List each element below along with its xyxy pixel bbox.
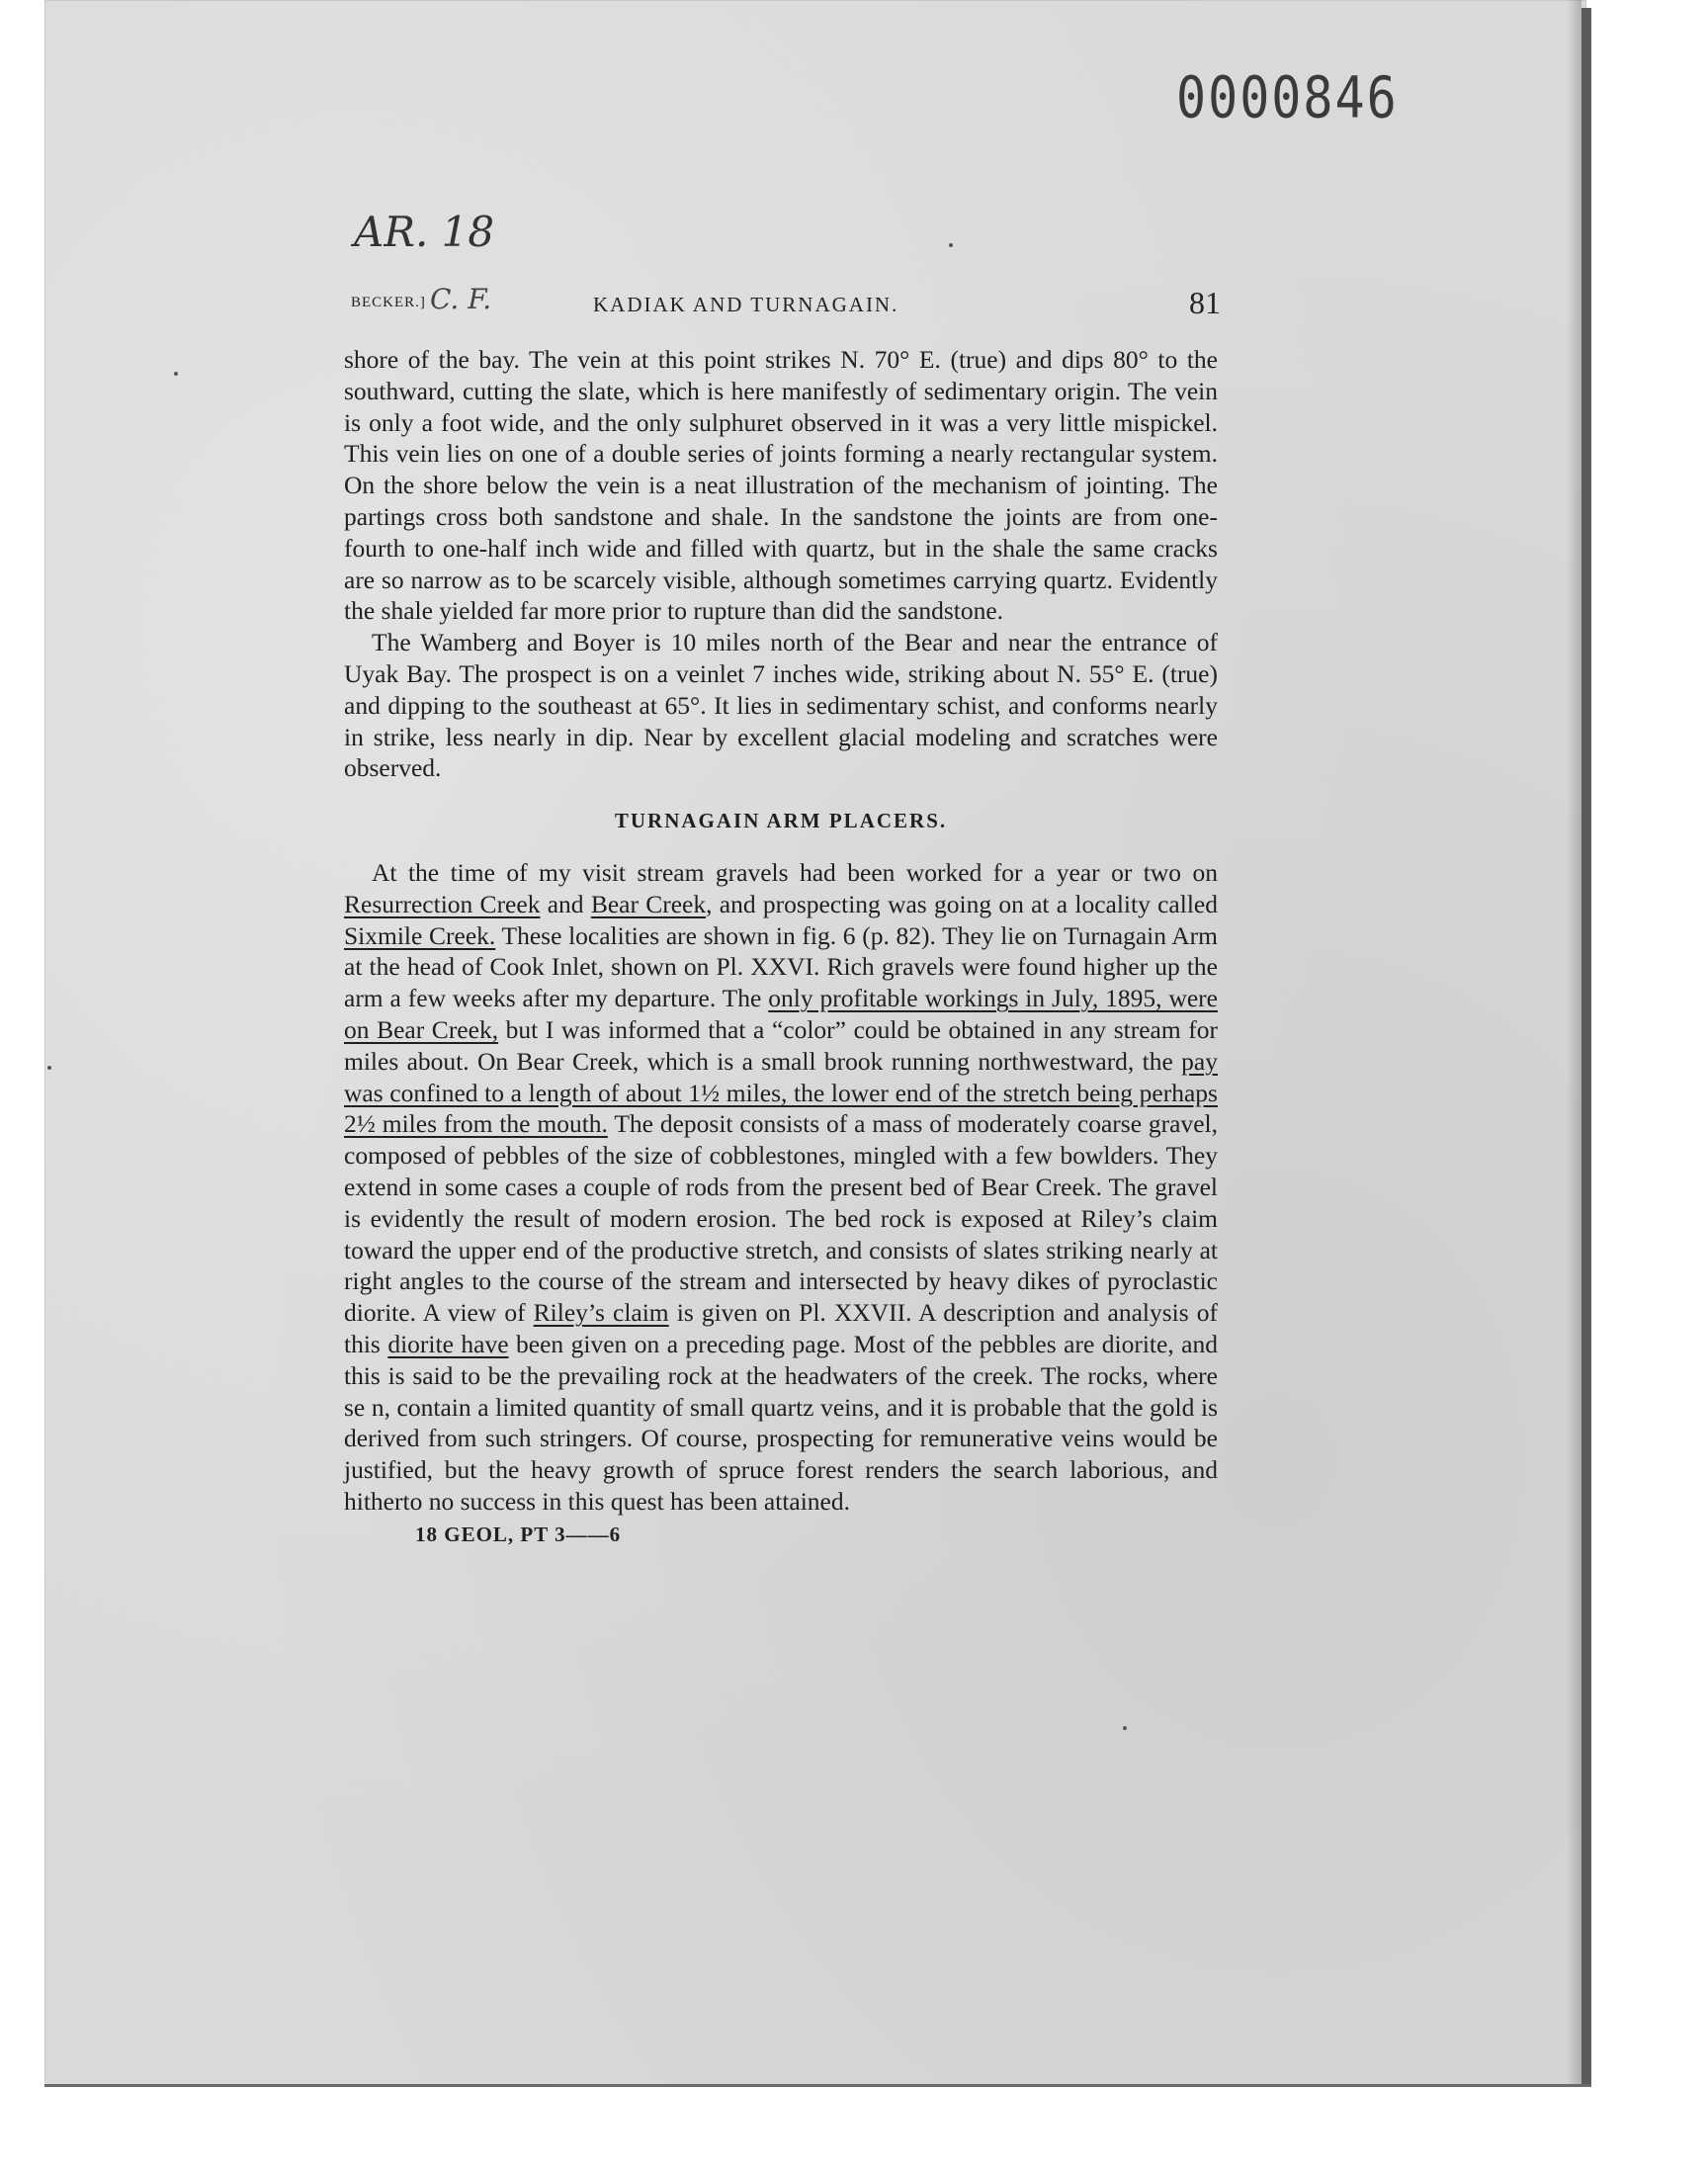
underlined-text: only profitable workings in July, 1895, were on Bear Creek, bbox=[344, 984, 1218, 1044]
paragraph-1: shore of the bay. The vein at this point strikes N. 70° E. (true) and dips 80° to the southward, cutting the slate, which is here manifestly of sedimentary origin. The vein is only a foot wide, and the only sulphuret observed in it was a very little mispickel. This vein lies on one of a double series of joints forming a nearly rectangular system. On the shore below the vein is a neat illustration of the mechanism of jointing. The partings cross both sandstone and shale. In the sandstone the joints are from one-fourth to one-half inch wide and filled with quartz, but in the shale the same cracks are so narrow as to be scarcely visible, although sometimes carrying quartz. Evidently the shale yielded far more prior to rupture than did the sandstone. bbox=[344, 345, 1218, 626]
paragraph-2: The Wamberg and Boyer is 10 miles north of the Bear and near the entrance of Uyak Bay. The prospect is on a veinlet 7 inches wide, striking about N. 55° E. (true) and dipping to the southeast at 65°. It lies in sedimentary schist, and conforms nearly in strike, less nearly in dip. Near by excellent glacial modeling and scratches were observed. bbox=[344, 628, 1218, 783]
text-run: , and prospecting was going on at a locality called bbox=[706, 889, 1218, 918]
page-edge-shadow bbox=[1567, 0, 1581, 2086]
underlined-text: diorite have bbox=[387, 1329, 509, 1358]
speck-mark bbox=[47, 1066, 51, 1070]
running-head-author: BECKER.] bbox=[351, 295, 426, 310]
text-run: but I was informed that a “color” could be obtained in any stream for miles about. On Bear Creek, which is a small brook running northwestward, the bbox=[344, 1014, 1218, 1076]
speck-mark bbox=[949, 243, 953, 247]
body-text bbox=[344, 344, 1218, 1550]
text-run: been given on a preceding page. Most of the pebbles are diorite, and this is said to be the prevailing rock at the headwaters of the creek. The rocks, where se n, contain a limited quantity of small quartz veins, and it is probable that the gold is derived from such stringers. Of course, prospecting for remunerative veins would be justified, but the heavy growth of spruce forest renders the search laborious, and hitherto no success in this quest has been attained. bbox=[344, 1329, 1218, 1516]
running-head-title: KADIAK AND TURNAGAIN. bbox=[593, 293, 899, 316]
page-edge bbox=[1581, 8, 1591, 2084]
handwritten-initials: C. F. bbox=[430, 283, 492, 315]
underlined-text: Riley’s claim bbox=[533, 1298, 669, 1328]
underlined-text: pay was confined to a length of about 1½ miles, the lower end of the stretch being perhaps 2½ miles from the mouth. bbox=[344, 1046, 1218, 1139]
signature-line: 18 GEOL, PT 3——6 bbox=[415, 1522, 622, 1546]
running-head bbox=[351, 285, 1221, 324]
handwritten-reference: AR. 18 bbox=[354, 208, 495, 256]
speck-mark bbox=[174, 372, 178, 376]
page-bottom-edge bbox=[44, 2084, 1591, 2087]
underlined-text: Resurrection Creek bbox=[344, 889, 541, 918]
document-stamp-number: 0000846 bbox=[1176, 64, 1399, 131]
page-number: 81 bbox=[1189, 285, 1221, 320]
text-run: At the time of my visit stream gravels had been worked for a year or two on bbox=[372, 857, 1218, 887]
text-run: is given on Pl. XXVII. A description and analysis of this bbox=[344, 1298, 1218, 1358]
text-run: The deposit consists of a mass of moderately coarse gravel, composed of pebbles of the size of cobblestones, mingled with a few bowlders. They extend in some cases a couple of rods from the present bed of Bear Creek. The gravel is evidently the result of modern erosion. The bed rock is exposed at Riley’s claim toward the upper end of the productive stretch, and consists of slates striking nearly at right angles to the course of the stream and intersected by heavy dikes of pyroclastic diorite. A view of bbox=[344, 1109, 1219, 1328]
text-run: These localities are shown in fig. 6 (p. 82). They lie on Turnagain Arm at the head of Cook Inlet, shown on Pl. XXVI. Rich gravels were found higher up the arm a few weeks after my departure. The bbox=[344, 920, 1219, 1013]
speck-mark bbox=[1123, 1726, 1127, 1730]
underlined-text: Sixmile Creek. bbox=[344, 920, 496, 950]
text-run: and bbox=[540, 889, 591, 918]
section-heading: TURNAGAIN ARM PLACERS. bbox=[614, 809, 948, 833]
underlined-text: Bear Creek bbox=[590, 889, 707, 918]
paragraph-3 bbox=[344, 857, 1218, 1518]
